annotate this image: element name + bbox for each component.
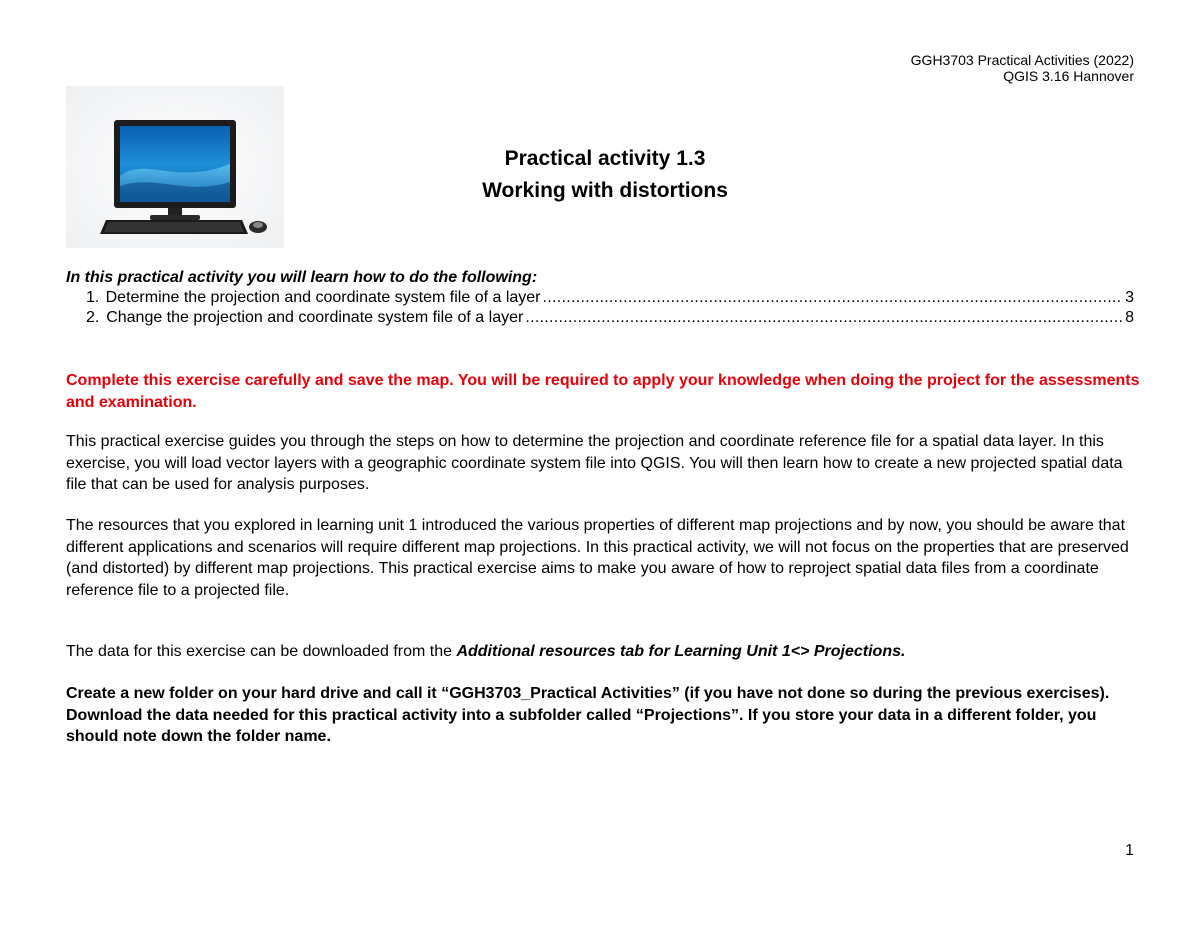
toc-entry[interactable] <box>66 308 1134 328</box>
toc-leader-dots <box>543 288 1124 308</box>
learning-objectives <box>66 268 1134 328</box>
toc-entry-number: 2. <box>86 309 100 326</box>
toc-entry[interactable] <box>66 288 1134 308</box>
activity-subtitle: Working with distortions <box>482 179 728 202</box>
intro-paragraph: This practical exercise guides you through the steps on how to determine the projection and coordinate reference file for a spatial data layer. In this exercise, you will load vector layers with a geographic coordinate system file into QGIS. You will then learn how to create a new projected spatial data file that can be used for analysis purposes. <box>66 433 1123 493</box>
toc-entry-text: Change the projection and coordinate system file of a layer <box>106 309 524 326</box>
folder-instructions: Create a new folder on your hard drive and call it “GGH3703_Practical Activities” (if you have not done so during the previous exercises). Download the data needed for this practical activity into a subfolder called “Projections”. If you store your data in a different folder, you should note down the folder name. <box>66 685 1110 745</box>
toc-entry-page: 3 <box>1125 289 1134 306</box>
activity-title <box>380 143 830 207</box>
header-course: GGH3703 Practical Activities (2022) <box>910 52 1134 68</box>
data-download-text: The data for this exercise can be downloaded from the <box>66 643 457 660</box>
header-software: QGIS 3.16 Hannover <box>1003 68 1134 84</box>
desktop-computer-icon <box>66 86 284 248</box>
document-header <box>911 52 1134 84</box>
page-number: 1 <box>1125 842 1134 859</box>
toc-entry-text: Determine the projection and coordinate system file of a layer <box>105 289 541 306</box>
toc-entry-number: 1. <box>86 289 100 306</box>
toc-entry-page: 8 <box>1125 309 1134 326</box>
resources-paragraph: The resources that you explored in learning unit 1 introduced the various properties of different map projections and by now, you should be aware that different applications and scenarios will require different map projections. In this practical activity, we will not focus on the properties that are preserved (and distorted) by different map projections. This practical exercise aims to make you aware of how to reproject spatial data files from a coordinate reference file to a projected file. <box>66 517 1129 599</box>
data-download-paragraph <box>66 641 1146 663</box>
activity-number: Practical activity 1.3 <box>504 147 706 170</box>
objectives-heading: In this practical activity you will learn how to do the following: <box>66 269 538 286</box>
toc-leader-dots <box>525 308 1123 328</box>
warning-notice: Complete this exercise carefully and save the map. You will be required to apply your knowledge when doing the project for the assessments and examination. <box>66 372 1140 411</box>
data-download-location: Additional resources tab for Learning Unit 1<> Projections. <box>456 643 906 660</box>
